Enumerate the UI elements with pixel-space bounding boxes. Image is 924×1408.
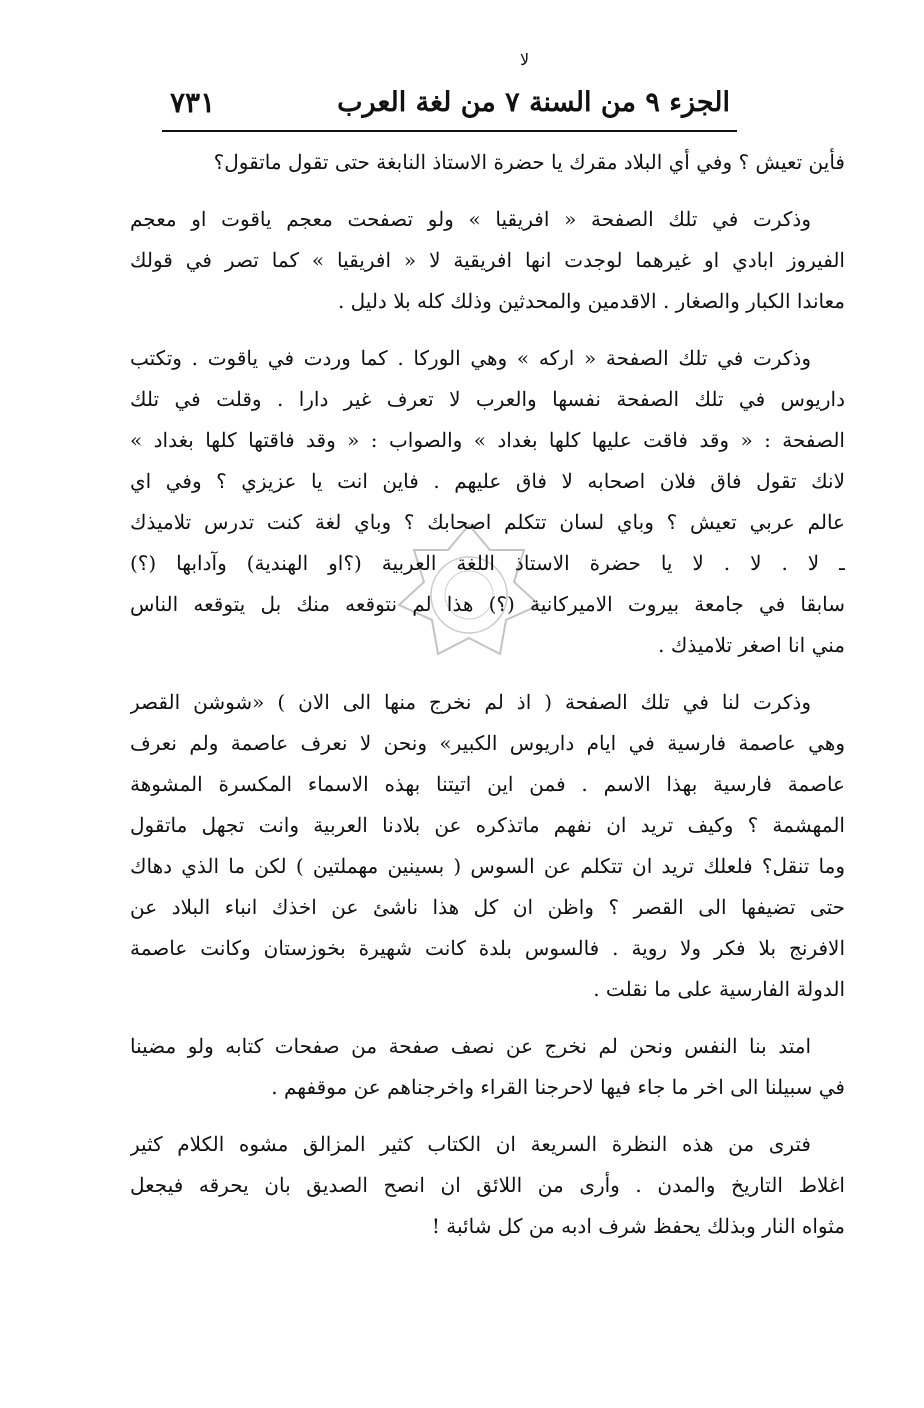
text-line: ـ لا . لا . لا يا حضرة الاستاذ اللغة العربية (؟او الهندية) وآدابها (؟) (130, 551, 845, 575)
text-line: اغلاط التاريخ والمدن . وأرى من اللائق ان انصح الصديق بان يحرقه فيجعل (130, 1173, 845, 1197)
paragraph-4 (130, 682, 845, 1010)
text-line: وذكرت في تلك الصفحة « اركه » وهي الوركا . كما وردت في ياقوت . وتكتب (130, 346, 811, 370)
text-line: مني انا اصغر تلاميذك . (658, 633, 845, 657)
page-number: ٧٣١ (170, 85, 216, 119)
text-line: لانك تقول فاق فلان اصحابه لا فاق عليهم . فاين انت يا عزيزي ؟ وفي اي (130, 469, 845, 493)
text-line: امتد بنا النفس ونحن لم نخرج عن نصف صفحة من صفحات كتابه ولو مضينا (130, 1034, 811, 1058)
text-line: المهشمة ؟ وكيف تريد ان نفهم ماتذكره عن بلادنا العربية وانت تجهل ماتقول (130, 813, 845, 837)
paragraph-6 (130, 1124, 845, 1247)
text-line: عالم عربي تعيش ؟ وباي لسان تتكلم اصحابك ؟ وباي لغة كنت تدرس تلاميذك (130, 510, 845, 534)
text-line: سابقا في جامعة بيروت الاميركانية (؟) هذا لم نتوقعه منك بل يتوقعه الناس (130, 592, 845, 616)
text-line: فأين تعيش ؟ وفي أي البلاد مقرك يا حضرة الاستاذ النابغة حتى تقول ماتقول؟ (213, 150, 845, 174)
handwritten-mark: ﻻ (520, 50, 530, 69)
running-title: الجزء ٩ من السنة ٧ من لغة العرب (337, 86, 730, 118)
text-line: الصفحة : « وقد فاقت عليها كلها بغداد » والصواب : « وقد فاقتها كلها بغداد » (130, 428, 845, 452)
text-line: فترى من هذه النظرة السريعة ان الكتاب كثير المزالق مشوه الكلام كثير (130, 1132, 811, 1156)
page-header (170, 78, 730, 126)
text-line: داريوس في تلك الصفحة نفسها والعرب لا تعرف غير دارا . وقلت في تلك (130, 387, 845, 411)
text-line: الافرنج بلا فكر ولا روية . فالسوس بلدة كانت شهيرة بخوزستان وكانت عاصمة (130, 936, 845, 960)
text-line: في سبيلنا الى اخر ما جاء فيها لاحرجنا القراء واخرجناهم عن موقفهم . (271, 1075, 845, 1099)
text-line: وذكرت لنا في تلك الصفحة ( اذ لم نخرج منها الى الان ) «شوشن القصر (130, 690, 811, 714)
paragraph-5 (130, 1026, 845, 1108)
paragraph-1 (130, 142, 845, 183)
paragraph-2 (130, 199, 845, 322)
header-rule (162, 130, 737, 132)
text-line: وذكرت في تلك الصفحة « افريقيا » ولو تصفحت معجم ياقوت او معجم (130, 207, 811, 231)
text-line: وما تنقل؟ فلعلك تريد ان تتكلم عن السوس ( بسينين مهملتين ) لكن ما الذي دهاك (130, 854, 845, 878)
paragraph-3 (130, 338, 845, 666)
article-body (130, 142, 845, 1263)
text-line: الدولة الفارسية على ما نقلت . (593, 977, 845, 1001)
text-line: معاندا الكبار والصغار . الاقدمين والمحدثين وذلك كله بلا دليل . (337, 289, 845, 313)
text-line: وهي عاصمة فارسية في ايام داريوس الكبير» ونحن لا نعرف عاصمة ولم نعرف (130, 731, 845, 755)
text-line: مثواه النار وبذلك يحفظ شرف ادبه من كل شائبة ! (431, 1214, 845, 1238)
text-line: حتى تضيفها الى القصر ؟ واظن ان كل هذا ناشئ عن اخذك انباء البلاد عن (130, 895, 845, 919)
text-line: عاصمة فارسية بهذا الاسم . فمن اين اتيتنا بهذه الاسماء المكسرة المشوهة (130, 772, 845, 796)
text-line: الفيروز ابادي او غيرهما لوجدت انها افريقية لا « افريقيا » كما تصر في قولك (130, 248, 845, 272)
